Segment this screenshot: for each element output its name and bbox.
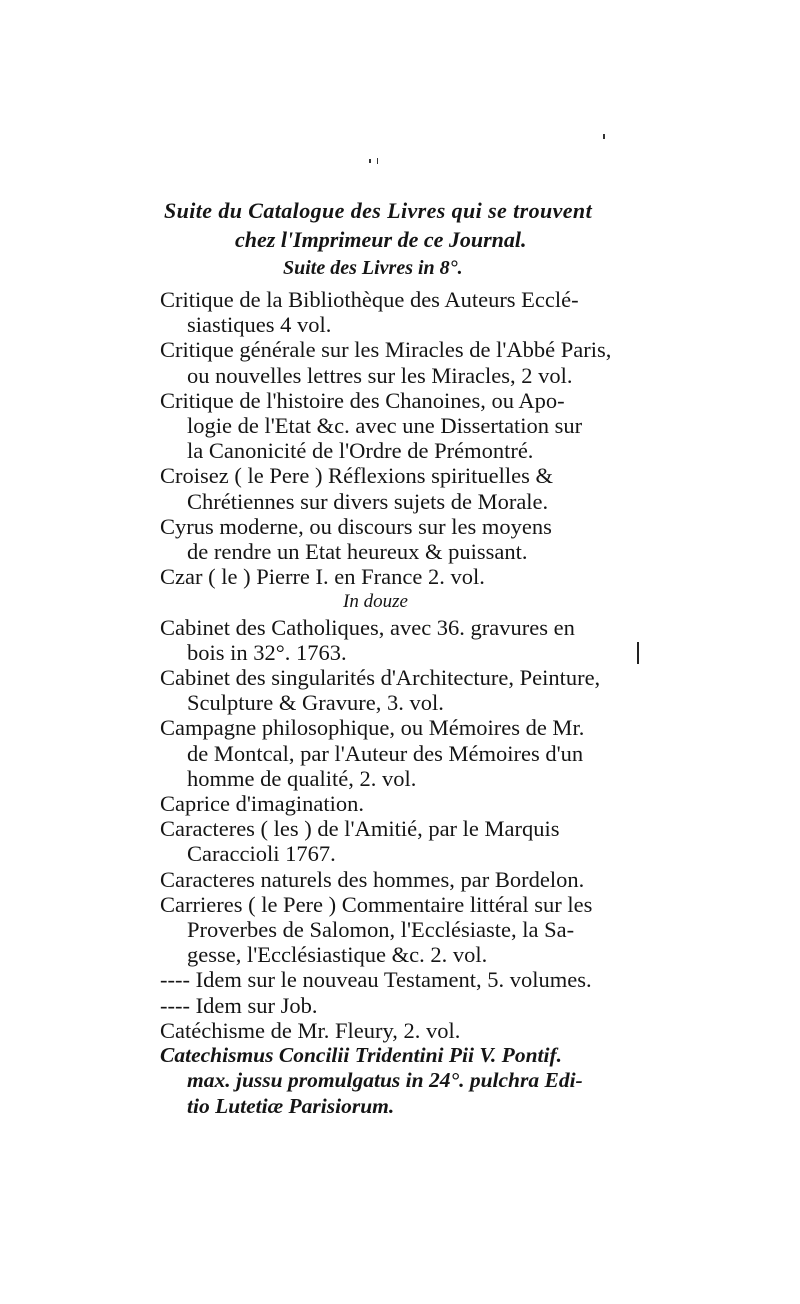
list-item: [160, 514, 640, 564]
section-heading-in-8: Suite des Livres in 8°.: [283, 257, 463, 279]
entry-line: ou nouvelles lettres sur les Miracles, 2 vol.: [187, 362, 573, 388]
entry-line: max. jussu promulgatus in 24°. pulchra Edi-: [187, 1068, 583, 1093]
entry-line: Caracteres naturels des hommes, par Bordelon.: [160, 866, 585, 892]
list-item: [160, 867, 640, 892]
list-item: [160, 715, 640, 791]
entry-line: Critique de l'histoire des Chanoines, ou Apo-: [160, 387, 565, 413]
entry-line: Critique générale sur les Miracles de l'Abbé Paris,: [160, 337, 612, 363]
entry-line: Sculpture & Gravure, 3. vol.: [187, 690, 444, 716]
list-item: [160, 967, 640, 992]
section-heading-in-douze: In douze: [343, 591, 408, 613]
catalogue-header: [150, 196, 670, 283]
entry-line: de rendre un Etat heureux & puissant.: [187, 539, 528, 565]
entry-line: tio Lutetiæ Parisiorum.: [187, 1093, 395, 1118]
entry-line: Critique de la Bibliothèque des Auteurs Ecclé-: [160, 287, 579, 312]
entry-line: Cyrus moderne, ou discours sur les moyens: [160, 513, 552, 539]
entry-line: Catechismus Concilii Tridentini Pii V. Pontif.: [160, 1043, 563, 1068]
entry-line: ---- Idem sur Job.: [160, 992, 318, 1018]
entry-line: Cabinet des Catholiques, avec 36. gravures en: [160, 614, 575, 640]
list-item: [160, 665, 640, 715]
margin-mark: [603, 134, 605, 139]
margin-mark: [377, 158, 378, 164]
entry-line: Catéchisme de Mr. Fleury, 2. vol.: [160, 1017, 461, 1043]
entry-line: Cabinet des singularités d'Architecture, Peinture,: [160, 665, 601, 691]
entry-line: Campagne philosophique, ou Mémoires de Mr.: [160, 715, 585, 741]
header-title: Suite du Catalogue des Livres qui se trouvent: [164, 198, 593, 223]
entry-line: logie de l'Etat &c. avec une Dissertation sur: [187, 413, 583, 439]
entry-line: siastiques 4 vol.: [187, 312, 332, 338]
entry-line: Proverbes de Salomon, l'Ecclésiaste, la Sa-: [187, 917, 575, 943]
entry-line: homme de qualité, 2. vol.: [187, 765, 417, 791]
list-item: [160, 287, 640, 337]
entry-line: bois in 32°. 1763.: [187, 639, 347, 665]
list-item: [160, 993, 640, 1018]
entry-line: Carrieres ( le Pere ) Commentaire littéral sur les: [160, 891, 593, 917]
list-item: [160, 388, 640, 464]
list-item: [160, 892, 640, 968]
list-item: [160, 1018, 640, 1043]
entry-line: gesse, l'Ecclésiastique &c. 2. vol.: [187, 942, 488, 968]
margin-rule: [637, 642, 639, 664]
entry-line: de Montcal, par l'Auteur des Mémoires d'un: [187, 740, 584, 766]
entry-line: Czar ( le ) Pierre I. en France 2. vol.: [160, 564, 485, 590]
entry-line: ---- Idem sur le nouveau Testament, 5. volumes.: [160, 967, 592, 993]
entry-line: Croisez ( le Pere ) Réflexions spirituelles &: [160, 463, 554, 489]
list-item: [160, 1043, 640, 1119]
list-item: [160, 463, 640, 513]
entry-line: Caraccioli 1767.: [187, 841, 336, 867]
header-subtitle: chez l'Imprimeur de ce Journal.: [235, 227, 527, 252]
list-item: [160, 791, 640, 816]
list-item: [160, 615, 640, 665]
entry-line: Caprice d'imagination.: [160, 791, 364, 817]
entry-line: Caracteres ( les ) de l'Amitié, par le Marquis: [160, 816, 560, 842]
list-item: [160, 564, 640, 589]
margin-mark: [369, 159, 371, 163]
entry-line: la Canonicité de l'Ordre de Prémontré.: [187, 438, 534, 464]
list-item: [160, 337, 640, 387]
list-item: [160, 816, 640, 866]
entry-line: Chrétiennes sur divers sujets de Morale.: [187, 488, 549, 514]
catalogue-entries: [160, 287, 640, 1119]
